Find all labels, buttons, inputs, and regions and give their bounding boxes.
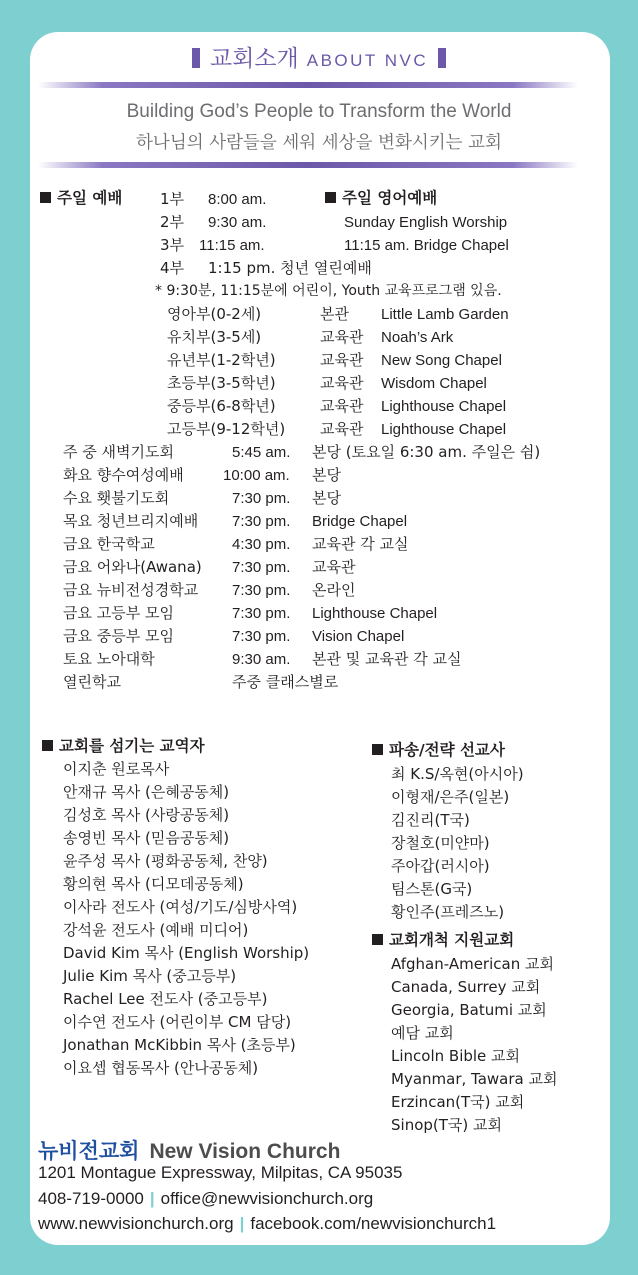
education-note: * 9:30분, 11:15분에 어린이, Youth 교육프로그램 있음. — [155, 283, 502, 299]
program-building: 본관 — [320, 305, 349, 323]
missionary-item: 팀스톤(G국) — [391, 880, 473, 898]
missionary-item: 주아갑(러시아) — [391, 857, 490, 875]
minister-item: 이지춘 원로목사 — [63, 760, 170, 778]
church-plant-item: Afghan-American 교회 — [391, 955, 554, 973]
missionary-item: 김진리(T국) — [391, 811, 470, 829]
weekly-time: 5:45 am. — [232, 444, 291, 461]
program-place: Noah’s Ark — [381, 329, 454, 346]
minister-item: 이요셉 협동목사 (안나공동체) — [63, 1059, 259, 1077]
title-korean: 교회소개 — [209, 46, 299, 72]
weekly-place: 주중 클래스별로 — [232, 673, 339, 691]
separator: | — [239, 1214, 245, 1233]
weekly-time: 7:30 pm. — [232, 490, 291, 507]
tagline-english: Building God’s People to Transform the World — [126, 101, 512, 122]
minister-item: Jonathan McKibbin 목사 (초등부) — [63, 1036, 296, 1054]
service-label: 2부 — [160, 213, 185, 231]
weekly-place: 교육관 — [312, 558, 356, 576]
program-building: 교육관 — [320, 397, 364, 415]
program-place: New Song Chapel — [381, 352, 502, 369]
english-worship-name: Sunday English Worship — [344, 214, 508, 231]
address: 1201 Montague Expressway, Milpitas, CA 95035 — [38, 1163, 403, 1182]
missionary-item: 황인주(프레즈노) — [391, 903, 505, 921]
weekly-place: Vision Chapel — [312, 628, 405, 645]
separator: | — [149, 1189, 155, 1208]
contact-line — [38, 1189, 373, 1209]
minister-item: 이수연 전도사 (어린이부 CM 담당) — [63, 1013, 292, 1031]
minister-item: 김성호 목사 (사랑공동체) — [63, 806, 230, 824]
program-building: 교육관 — [320, 420, 364, 438]
ministers-heading: 교회를 섬기는 교역자 — [42, 737, 205, 756]
weekly-name: 토요 노아대학 — [63, 650, 155, 668]
weekly-place: Bridge Chapel — [312, 513, 408, 530]
service-time: 1:15 pm. 청년 열린예배 — [208, 259, 372, 277]
missionary-item: 최 K.S/옥현(아시아) — [391, 765, 524, 783]
program-place: Lighthouse Chapel — [381, 398, 507, 415]
square-bullet-icon — [325, 192, 336, 203]
page-title — [0, 40, 638, 73]
minister-item: 윤주성 목사 (평화공동체, 찬양) — [63, 852, 268, 870]
weekly-time: 10:00 am. — [223, 467, 290, 484]
weekly-name: 금요 중등부 모임 — [63, 627, 174, 645]
program-building: 교육관 — [320, 328, 364, 346]
minister-item: 이사라 전도사 (여성/기도/심방사역) — [63, 898, 298, 916]
weekly-place: 본당 — [312, 489, 341, 507]
weekly-place: 본당 (토요일 6:30 am. 주일은 쉼) — [312, 443, 541, 461]
weekly-name: 금요 어와나(Awana) — [63, 558, 202, 576]
program-place: Wisdom Chapel — [381, 375, 487, 392]
church-plant-item: Lincoln Bible 교회 — [391, 1047, 521, 1065]
service-label: 4부 — [160, 259, 185, 277]
program-group: 유치부(3-5세) — [167, 328, 262, 346]
program-group: 영아부(0-2세) — [167, 305, 262, 323]
square-bullet-icon — [372, 744, 383, 755]
divider-top — [38, 82, 578, 88]
weekly-name: 목요 청년브리지예배 — [63, 512, 199, 530]
program-building: 교육관 — [320, 351, 364, 369]
service-time: 11:15 am. — [199, 237, 265, 254]
title-english: ABOUT NVC — [306, 51, 429, 70]
divider-bottom — [38, 162, 578, 168]
title-bar-right — [438, 48, 446, 68]
weekly-name: 열린학교 — [63, 673, 121, 691]
program-group: 고등부(9-12학년) — [167, 420, 286, 438]
church-name — [38, 1135, 340, 1165]
weekly-place: 본관 및 교육관 각 교실 — [312, 650, 462, 668]
minister-item: 안재규 목사 (은혜공동체) — [63, 783, 230, 801]
program-place: Little Lamb Garden — [381, 306, 509, 323]
program-place: Lighthouse Chapel — [381, 421, 507, 438]
english-worship-time: 11:15 am. Bridge Chapel — [344, 237, 509, 254]
minister-item: Julie Kim 목사 (중고등부) — [63, 967, 237, 985]
service-time: 8:00 am. — [208, 191, 267, 208]
service-time: 9:30 am. — [208, 214, 267, 231]
church-plant-item: Canada, Surrey 교회 — [391, 978, 541, 996]
square-bullet-icon — [42, 740, 53, 751]
square-bullet-icon — [40, 192, 51, 203]
website-link[interactable]: www.newvisionchurch.org — [38, 1214, 234, 1233]
weekly-time: 7:30 pm. — [232, 559, 291, 576]
church-plant-item: Sinop(T국) 교회 — [391, 1116, 502, 1134]
church-name-korean: 뉴비전교회 — [38, 1139, 140, 1163]
church-name-english: New Vision Church — [149, 1140, 341, 1163]
church-plant-item: Myanmar, Tawara 교회 — [391, 1070, 558, 1088]
square-bullet-icon — [372, 934, 383, 945]
weekly-place: Lighthouse Chapel — [312, 605, 438, 622]
church-plant-item: 예담 교회 — [391, 1024, 454, 1042]
weekly-name: 금요 고등부 모임 — [63, 604, 174, 622]
weekly-time: 7:30 pm. — [232, 582, 291, 599]
weekly-place: 교육관 각 교실 — [312, 535, 409, 553]
program-group: 중등부(6-8학년) — [167, 397, 276, 415]
missionaries-heading: 파송/전략 선교사 — [372, 741, 505, 760]
weekly-name: 금요 한국학교 — [63, 535, 155, 553]
minister-item: 황의현 목사 (디모데공동체) — [63, 875, 244, 893]
tagline-korean: 하나님의 사람들을 세워 세상을 변화시키는 교회 — [136, 133, 502, 153]
program-group: 초등부(3-5학년) — [167, 374, 276, 392]
weekly-place: 온라인 — [312, 581, 356, 599]
weekly-time: 7:30 pm. — [232, 605, 291, 622]
minister-item: David Kim 목사 (English Worship) — [63, 944, 310, 962]
weekly-time: 4:30 pm. — [232, 536, 291, 553]
missionary-item: 이형재/은주(일본) — [391, 788, 510, 806]
weekly-name: 수요 횃불기도회 — [63, 489, 170, 507]
program-building: 교육관 — [320, 374, 364, 392]
weekly-time: 7:30 pm. — [232, 513, 291, 530]
weekly-time: 9:30 am. — [232, 651, 291, 668]
english-worship-heading: 주일 영어예배 — [325, 189, 437, 208]
church-plant-item: Erzincan(T국) 교회 — [391, 1093, 525, 1111]
minister-item: Rachel Lee 전도사 (중고등부) — [63, 990, 268, 1008]
email-link[interactable]: office@newvisionchurch.org — [160, 1189, 374, 1208]
weekly-time: 7:30 pm. — [232, 628, 291, 645]
phone: 408-719-0000 — [38, 1189, 144, 1208]
weekly-name: 주 중 새벽기도회 — [63, 443, 174, 461]
church-plant-item: Georgia, Batumi 교회 — [391, 1001, 547, 1019]
service-label: 3부 — [160, 236, 185, 254]
sunday-worship-heading: 주일 예배 — [40, 189, 122, 208]
facebook-link[interactable]: facebook.com/newvisionchurch1 — [250, 1214, 497, 1233]
weekly-place: 본당 — [312, 466, 341, 484]
web-line — [38, 1214, 496, 1234]
minister-item: 강석윤 전도사 (예배 미디어) — [63, 921, 249, 939]
minister-item: 송영빈 목사 (믿음공동체) — [63, 829, 230, 847]
missionary-item: 장철호(미얀마) — [391, 834, 490, 852]
title-bar-left — [192, 48, 200, 68]
program-group: 유년부(1-2학년) — [167, 351, 276, 369]
weekly-name: 화요 향수여성예배 — [63, 466, 184, 484]
church-plants-heading: 교회개척 지원교회 — [372, 931, 514, 950]
service-label: 1부 — [160, 190, 185, 208]
weekly-name: 금요 뉴비전성경학교 — [63, 581, 199, 599]
